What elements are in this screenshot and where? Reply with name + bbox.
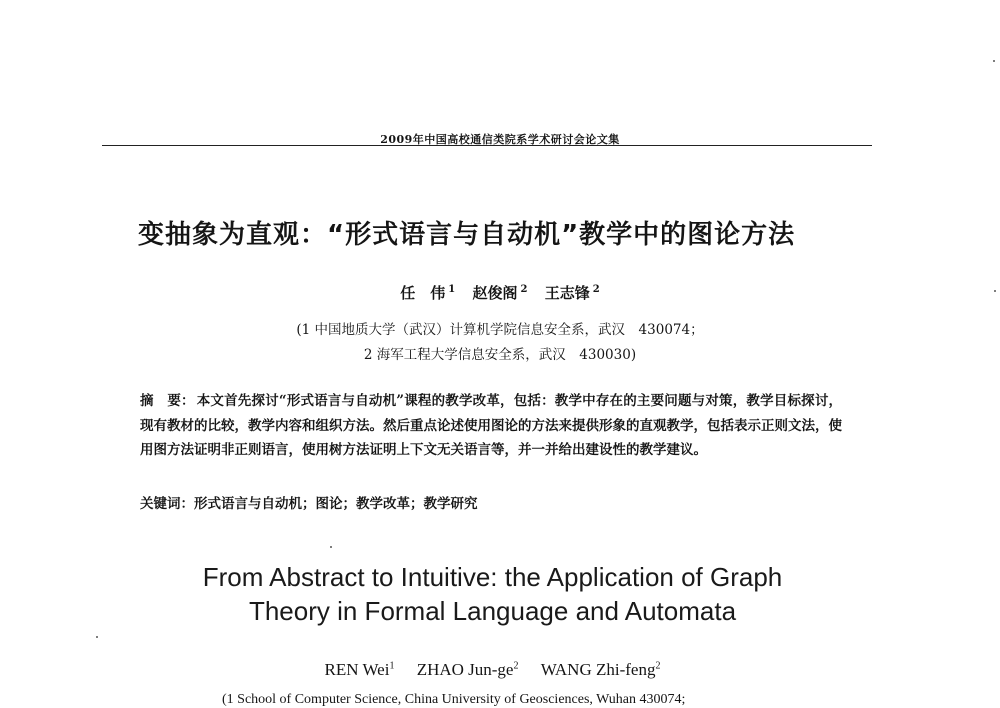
keywords-label: 关键词： [140,496,194,512]
scan-speck [993,60,995,62]
keywords-text: 形式语言与自动机；图论；教学改革；教学研究 [194,496,478,512]
abstract-cn [140,389,842,463]
author-cn-3: 王志锋 $^2$ [544,284,600,302]
title-en-line-1: From Abstract to Intuitive: the Application of Graph [202,562,783,592]
scan-speck [330,546,332,548]
authors-english [0,660,985,680]
running-header: 2009年中国高校通信类院系学术研讨会论文集 [380,133,620,146]
author-cn-2: 赵俊阁 $^2$ [472,284,528,302]
scan-speck [994,290,996,292]
author-cn-1: 任 伟 $^1$ [400,284,456,302]
affiliation-en-partial: (1 School of Computer Science, China University of Geosciences, Wuhan 430074; [222,692,686,707]
keywords-cn [140,492,842,512]
affiliation-cn-2: 2 海军工程大学信息安全系，武汉 430030) [363,347,637,363]
title-chinese: 变抽象为直观：“形式语言与自动机”教学中的图论方法 [138,220,796,250]
author-en-1: REN Wei$^1$ [324,660,395,679]
affiliation-cn-1: (1 中国地质大学（武汉）计算机学院信息安全系，武汉 430074； [296,322,704,338]
abstract-label: 摘 要： [140,393,195,409]
author-en-2: ZHAO Jun-$ge^2$ [416,660,519,679]
title-english [0,560,985,628]
author-en-3: WANG Zhi-feng$^2$ [540,660,661,679]
header-rule [102,145,872,146]
abstract-text: 本文首先探讨“形式语言与自动机”课程的教学改革，包括：教学中存在的主要问题与对策，教学目标探讨，现有教材的比较，教学内容和组织方法。然后重点论述使用图论的方法来提供形象的直观教学，包括表示正则文法，使用图方法证明非正则语言，使用树方法证明上下文无关语言等，并一并给出建设性的教学建议。 [140,393,843,458]
authors-chinese [0,282,1000,303]
scan-speck [96,636,98,638]
title-en-line-2: Theory in Formal Language and Automata [248,596,737,626]
